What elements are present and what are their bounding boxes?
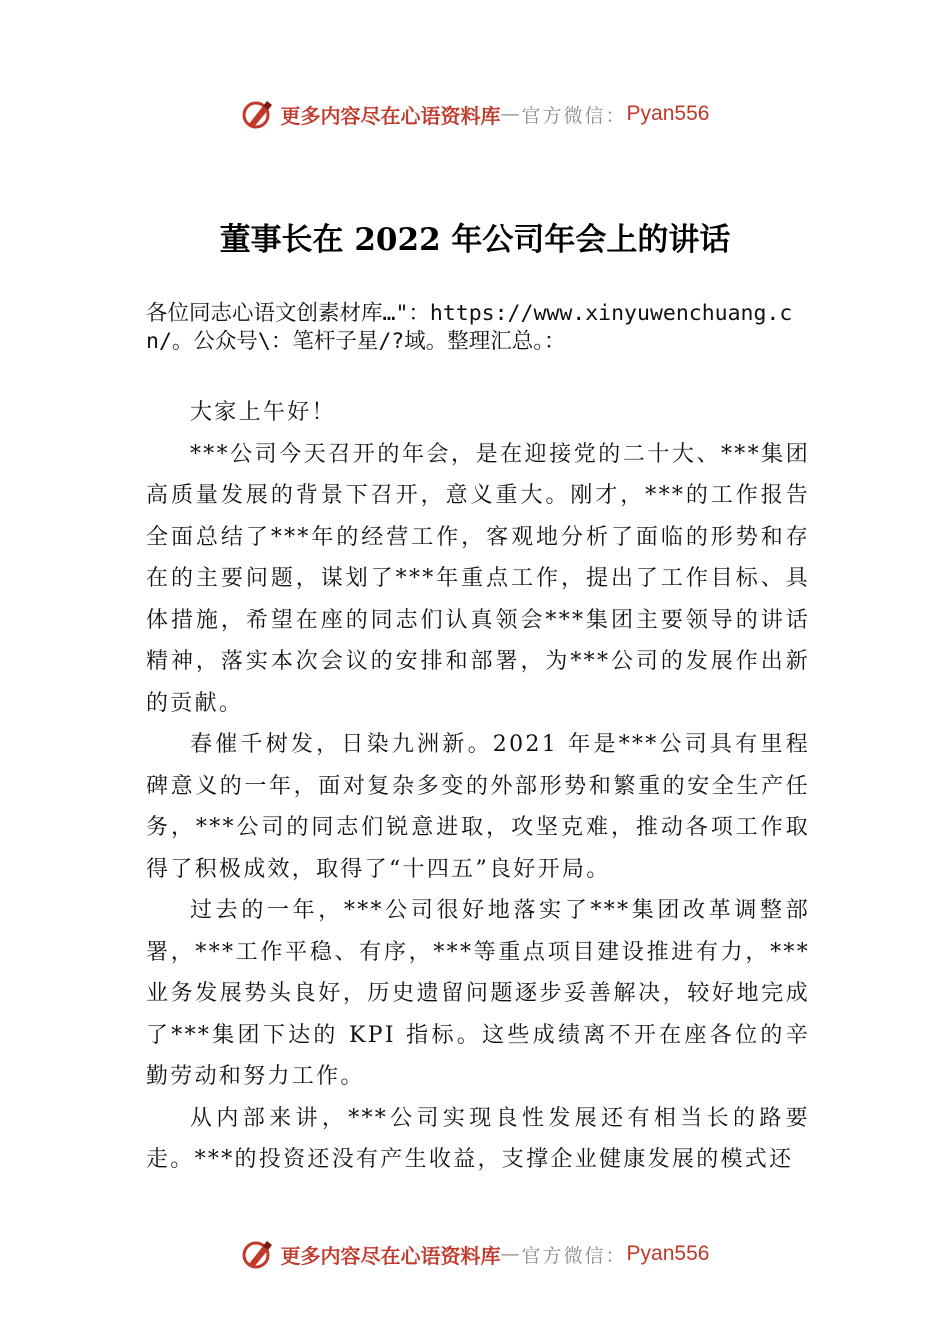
paragraph: 春催千树发，日染九洲新。2021 年是***公司具有里程碑意义的一年，面对复杂多变的外部形势和繁重的安全生产任务，***公司的同志们锐意进取，攻坚克难，推动各项工作取得了积极成效，取得了“十四五”良好开局。 [146, 732, 810, 882]
promo-text: 更多内容尽在心语资料库 [280, 103, 501, 128]
wechat-id: Pyan556 [626, 1242, 710, 1265]
footer-banner [0, 1232, 950, 1276]
dash: — [500, 1243, 522, 1265]
dash: — [500, 103, 522, 125]
pen-circle-logo-icon [241, 1237, 275, 1271]
paragraph-greeting: 大家上午好！ [190, 400, 336, 425]
paragraph: ***公司今天召开的年会，是在迎接党的二十大、***集团高质量发展的背景下召开，意义重大。刚才，***的工作报告全面总结了***年的经营工作，客观地分析了面临的形势和存在的主要问题，谋划了***年重点工作，提出了工作目标、具体措施，希望在座的同志们认真领会***集团主要领导的讲话精神，落实本次会议的安排和部署，为***公司的发展作出新的贡献。 [146, 441, 810, 716]
source-note: 各位同志心语文创素材库…"：https://www.xinyuwenchuang.cn/。公众号\：笔杆子星/?域。整理汇总。： [146, 301, 793, 354]
promo-text: 更多内容尽在心语资料库 [280, 1243, 501, 1268]
paragraph: 过去的一年，***公司很好地落实了***集团改革调整部署，***工作平稳、有序，***等重点项目建设推进有力，*** 业务发展势头良好，历史遗留问题逐步妥善解决，较好地完成了***集团下达的 KPI 指标。这些成绩离不开在座各位的辛勤劳动和努力工作。 [146, 898, 810, 1089]
wechat-label: 官方微信： [521, 104, 627, 127]
paragraph: 从内部来讲，***公司实现良性发展还有相当长的路要走。***的投资还没有产生收益，支撑企业健康发展的模式还 [146, 1105, 810, 1172]
speech-body [146, 392, 810, 1181]
pen-circle-logo-icon [241, 97, 275, 131]
wechat-id: Pyan556 [626, 102, 710, 125]
wechat-label: 官方微信： [521, 1244, 627, 1267]
document-title: 董事长在 2022 年公司年会上的讲话 [219, 222, 731, 258]
header-banner [0, 92, 950, 136]
